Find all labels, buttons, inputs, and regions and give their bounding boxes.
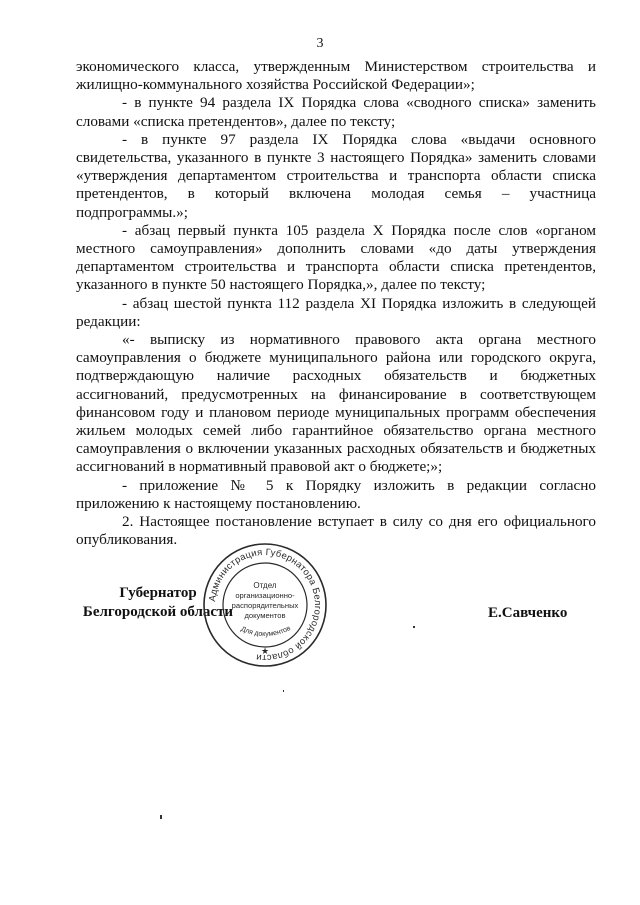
- paragraph-item-97: - в пункте 97 раздела IX Порядка слова «выдачи основного свидетельства, указанного в пункте 3 настоящего Порядка» заменить словами «утверждения департаментом строительства и транспорта области списка претендентов, в который включена молодая семья – участница подпрограммы.»;: [76, 130, 596, 221]
- stamp-center-line1: Отдел: [253, 581, 277, 590]
- signer-title-line2: Белгородской области: [82, 604, 234, 620]
- body-text: [76, 58, 596, 549]
- stamp-center-line2: организационно-: [235, 591, 295, 600]
- official-stamp: [200, 540, 330, 670]
- scan-speck: [283, 690, 284, 692]
- paragraph-quote: «- выписку из нормативного правового акта органа местного самоуправления о бюджете муниципального района или городского округа, подтверждающую наличие расходных обязательств и бюджетных ассигнований, предусмотренных на финансирование в соответствующем финансовом году и плановом периоде муниципальных программ обеспечения жильем молодых семей либо гарантийное обязательство органа местного самоуправления о включении указанных расходных обязательств и бюджетных ассигнований в нормативный правовой акт о бюджете;»;: [76, 331, 596, 476]
- scan-speck: [160, 815, 162, 819]
- paragraph-item-94: - в пункте 94 раздела IX Порядка слова «сводного списка» заменить словами «списка претендентов», далее по тексту;: [76, 94, 596, 130]
- paragraph-item-105: - абзац первый пункта 105 раздела X Порядка после слов «органом местного самоуправления» дополнить словами «до даты утверждения департаментом строительства и транспорта области списка претендентов, указанного в пункте 50 настоящего Порядка,», далее по тексту;: [76, 221, 596, 294]
- signer-title-line1: Губернатор: [119, 585, 197, 601]
- stamp-ring-text: Администрация Губернатора Белгородской области: [206, 545, 325, 665]
- paragraph-effective: 2. Настоящее постановление вступает в силу со дня его официального опубликования.: [76, 513, 596, 549]
- signer-name: Е.Савченко: [488, 605, 568, 621]
- stamp-bottom-text: Для документов: [239, 625, 292, 639]
- stamp-center-line4: документов: [244, 611, 286, 620]
- scan-speck: [413, 626, 415, 628]
- paragraph-appendix: - приложение № 5 к Порядку изложить в редакции согласно приложению к настоящему постановлению.: [76, 476, 596, 512]
- paragraph-item-112: - абзац шестой пункта 112 раздела XI Порядка изложить в следующей редакции:: [76, 294, 596, 330]
- paragraph-continuation: экономического класса, утвержденным Министерством строительства и жилищно-коммунального хозяйства Российской Федерации»;: [76, 58, 596, 94]
- page-number: 3: [316, 36, 324, 51]
- stamp-star-icon: ★: [260, 646, 270, 656]
- stamp-center-line3: распорядительных: [231, 601, 299, 610]
